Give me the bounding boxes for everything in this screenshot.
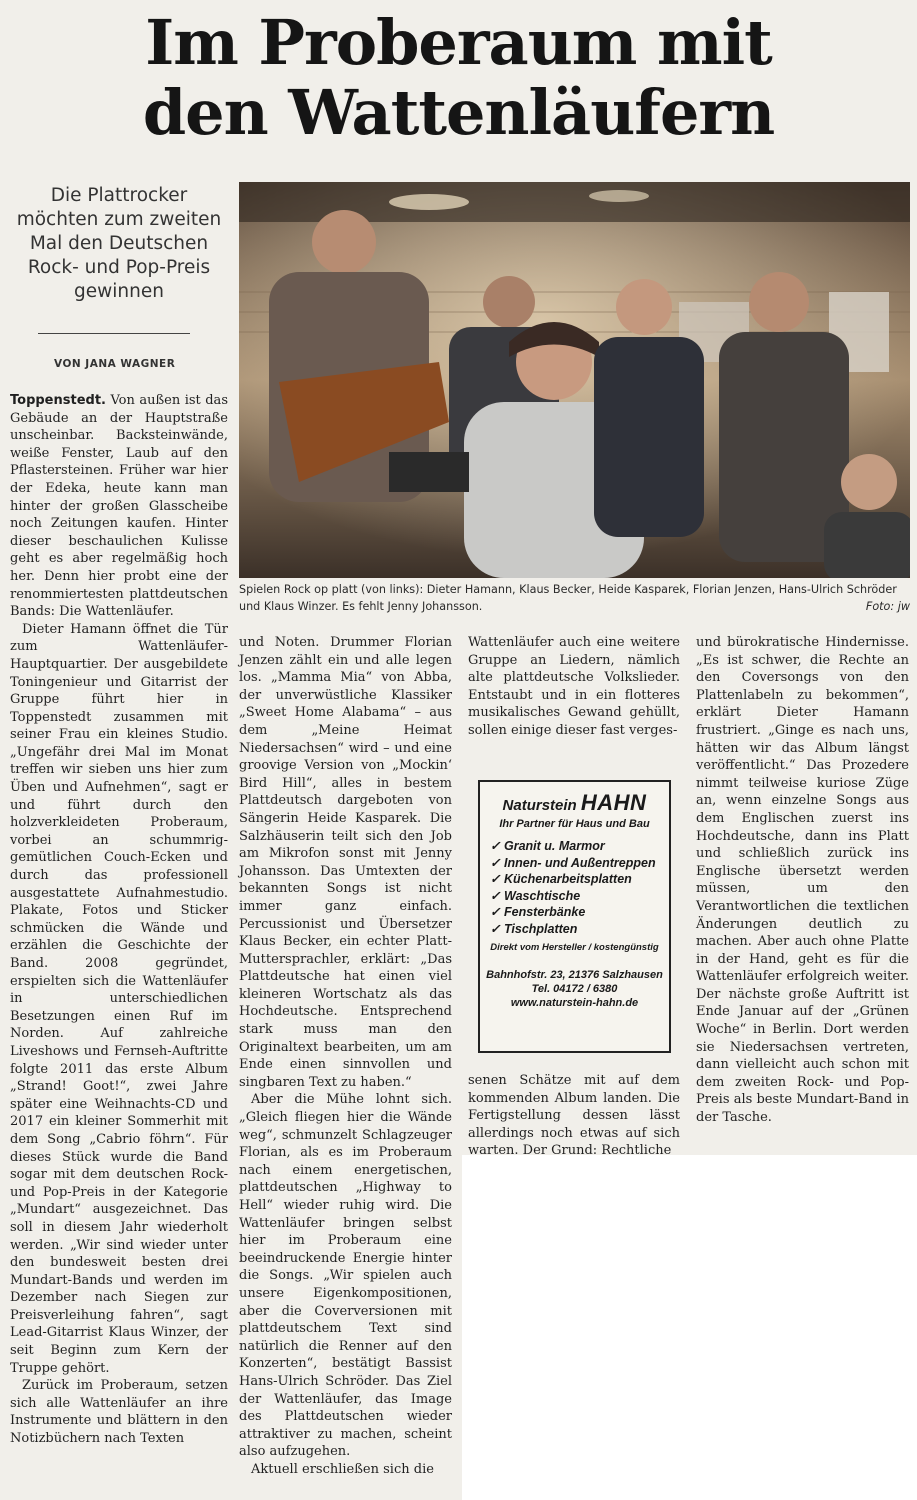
article-paragraph: Dieter Hamann öffnet die Tür zum Wattenläufer-Hauptquartier. Der ausgebildete Toningenieur und Gitarrist der Gruppe führt hier in Toppenstedt zusammen mit seiner Frau ein kleines Studio. „Ungefähr drei Mal im Monat treffen wir sieben uns hier zum Üben und Aufnehmen“, sagt er und führt durch den holzverkleideten Proberaum, vorbei an schummrig-gemütlichen Couch-Ecken und durch das professionell ausgestattete Aufnahmestudio. Plakate, Fotos und Sticker schmücken die Wände und erzählen die Geschichte der Band. 2008 gegründet, erspielten sich die Wattenläufer in unterschiedlichen Besetzungen einen Ruf im Norden. Auf zahlreiche Liveshows und Fernseh-Auftritte folgte 2011 das erste Album „Strand! Goot!“, zwei Jahre später eine Weihnachts-CD und 2017 ein kleiner Sommerhit mit dem Song „Cabrio föhrn“. Für dieses Stück wurde die Band sogar mit dem deutschen Rock- und Pop-Preis in der Kategorie „Mundart“ ausgezeichnet. Das soll in diesem Jahr wiederholt werden. „Wir sind wieder unter den bundesweit besten drei Mundart-Bands und werden im Dezember nach Siegen zur Preisverleihung fahren“, sagt Lead-Gitarrist Klaus Winzer, der seit Beginn zum Kern der Truppe gehört.	[10, 621, 228, 1376]
headline-line-2: den Wattenläufern	[142, 76, 775, 149]
ad-product-label: Granit u. Marmor	[504, 839, 605, 853]
check-icon: ✓	[490, 905, 501, 920]
ad-product-label: Waschtische	[504, 888, 581, 903]
headline-line-1: Im Proberaum mit	[145, 6, 772, 79]
band-photo	[239, 182, 910, 578]
ad-product-label: Fensterbänke	[504, 905, 586, 920]
check-icon: ✓	[490, 888, 501, 903]
photo-credit: Foto: jw	[865, 600, 910, 613]
ad-tagline: Ihr Partner für Haus und Bau	[499, 818, 650, 830]
ad-product-item	[490, 904, 656, 921]
ad-product-item	[490, 888, 656, 905]
article-paragraph	[10, 392, 228, 621]
photo-caption-text: Spielen Rock op platt (von links): Dieter Hamann, Klaus Becker, Heide Kasparek, Florian Jenzen, Hans-Ulrich Schröder und Klaus Winzer. Es fehlt Jenny Johansson.	[239, 583, 897, 613]
subheadline: Die Plattrocker möchten zum zweiten Mal den Deutschen Rock- und Pop-Preis gewinnen	[16, 185, 222, 302]
band-photo-illustration	[239, 182, 910, 578]
ad-phone: Tel. 04172 / 6380	[531, 983, 618, 995]
article-paragraph: Wattenläufer auch eine weitere Gruppe an Liedern, nämlich alte plattdeutsche Volkslieder. Entstaubt und in ein flotteres musikalisches Gewand gehüllt, sollen einige dieser fast verges-	[468, 635, 680, 738]
ad-contact	[480, 968, 669, 1010]
ad-product-list	[490, 838, 656, 938]
paragraph-text: Von außen ist das Gebäude an der Hauptstraße unscheinbar. Backsteinwände, weiße Fenster, Laub auf den Pflastersteinen. Früher war hier der Edeka, heute kann man hinter der großen Glasscheibe noch Zeitungen kaufen. Hinter dieser beschaulichen Kulisse geht es aber regelmäßig hoch her. Denn hier probt eine der renommiertesten plattdeutschen Bands: Die Wattenläufer.	[10, 393, 228, 620]
check-icon: ✓	[490, 839, 501, 853]
article-paragraph: Aktuell erschließen sich die	[251, 1461, 434, 1477]
article-paragraph: senen Schätze mit auf dem kommenden Album landen. Die Fertigstellung dessen lässt allerdings noch etwas auf sich warten. Der Grund: Rechtliche	[468, 1073, 680, 1159]
article-paragraph: und bürokratische Hindernisse. „Es ist schwer, die Rechte an den Coversongs von den Plattenlabeln zu bekommen“, erklärt Dieter Hamann frustriert. „Ginge es nach uns, hätten wir das Album längst veröffentlicht.“ Das Prozedere nimmt teilweise kuriose Züge an, wenn einzelne Songs aus dem Englischen zuerst ins Hochdeutsche, dann ins Platt und schließlich zurück ins Englische übersetzt werden müssen, um den Verantwortlichen die textlichen Änderungen deutlich zu machen. Aber auch ohne Platte in der Hand, geht es für die Wattenläufer erfolgreich weiter. Der nächste große Auftritt ist Ende Januar auf der „Grünen Woche“ in Berlin. Dort werden sie Niedersachsen vertreten, dann vielleicht auch schon mit dem zweiten Rock- und Pop-Preis als beste Mundart-Band in der Tasche.	[696, 635, 909, 1126]
article-column-1	[10, 392, 228, 1448]
advertisement	[478, 780, 671, 1053]
ad-product-label: Küchenarbeitsplatten	[504, 872, 632, 887]
dateline: Toppenstedt.	[10, 393, 106, 408]
ad-product-item	[490, 838, 656, 855]
ad-product-item	[490, 855, 656, 872]
headline	[0, 8, 917, 148]
byline: VON JANA WAGNER	[54, 358, 176, 370]
photo-caption	[239, 581, 910, 615]
divider	[38, 333, 190, 334]
ad-product-item	[490, 871, 656, 888]
check-icon: ✓	[490, 872, 501, 887]
check-icon: ✓	[490, 855, 501, 870]
check-icon: ✓	[490, 921, 501, 936]
article-column-3-bottom	[468, 1072, 680, 1160]
ad-brand-prefix: Naturstein	[502, 797, 577, 814]
ad-address: Bahnhofstr. 23, 21376 Salzhausen	[486, 969, 663, 981]
ad-product-item	[490, 921, 656, 938]
article-paragraph: und Noten. Drummer Florian Jenzen zählt ein und alle legen los. „Mamma Mia“ von Abba, der unverwüstliche Klassiker „Sweet Home Alabama“ – aus dem „Meine Heimat Niedersachsen“ wird – und eine groovige Version von „Mockin‘ Bird Hill“, alles in bestem Plattdeutsch dargeboten von Sängerin Heide Kasparek. Die Salzhäuserin teilt sich den Job am Mikrofon sonst mit Jenny Johansson. Das Umtexten der bekannten Songs ist nicht immer ganz einfach. Percussionist und Übersetzer Klaus Becker, ein echter Platt-Muttersprachler, erklärt: „Das Plattdeutsche hat einen viel kleineren Wortschatz als das Hochdeutsche. Entsprechend stark muss man den Originaltext bearbeiten, um am Ende einen sinnvollen und singbaren Text zu haben.“	[239, 635, 452, 1090]
ad-direct-note: Direkt vom Hersteller / kostengünstig	[490, 942, 659, 953]
ad-brand-name: HAHN	[580, 790, 647, 815]
ad-website[interactable]: www.naturstein-hahn.de	[510, 997, 639, 1009]
article-paragraph: Zurück im Proberaum, setzen sich alle Wattenläufer an ihre Instrumente und blättern in den Notizbüchern nach Texten	[10, 1378, 228, 1447]
article-column-3-top	[468, 634, 680, 740]
ad-product-label: Innen- und Außentreppen	[504, 855, 656, 870]
article-column-4	[696, 634, 909, 1127]
ad-product-label: Tischplatten	[504, 921, 578, 936]
article-column-2	[239, 634, 452, 1479]
ad-brand	[480, 790, 669, 816]
article-paragraph: Aber die Mühe lohnt sich. „Gleich fliegen hier die Wände weg“, schmunzelt Schlagzeuger Florian, als es im Proberaum nach einem energetischen, plattdeutschen „Highway to Hell“ wieder ruhig wird. Die Wattenläufer bringen selbst hier im Proberaum eine beeindruckende Energie hinter die Songs. „Wir spielen auch unsere Eigenkompositionen, aber die Coverversionen mit plattdeutschem Text sind natürlich die Renner auf den Konzerten“, bestätigt Bassist Hans-Ulrich Schröder. Das Ziel der Wattenläufer, das Image des Plattdeutschen wieder attraktiver zu machen, scheint also aufzugehen.	[239, 1092, 452, 1460]
